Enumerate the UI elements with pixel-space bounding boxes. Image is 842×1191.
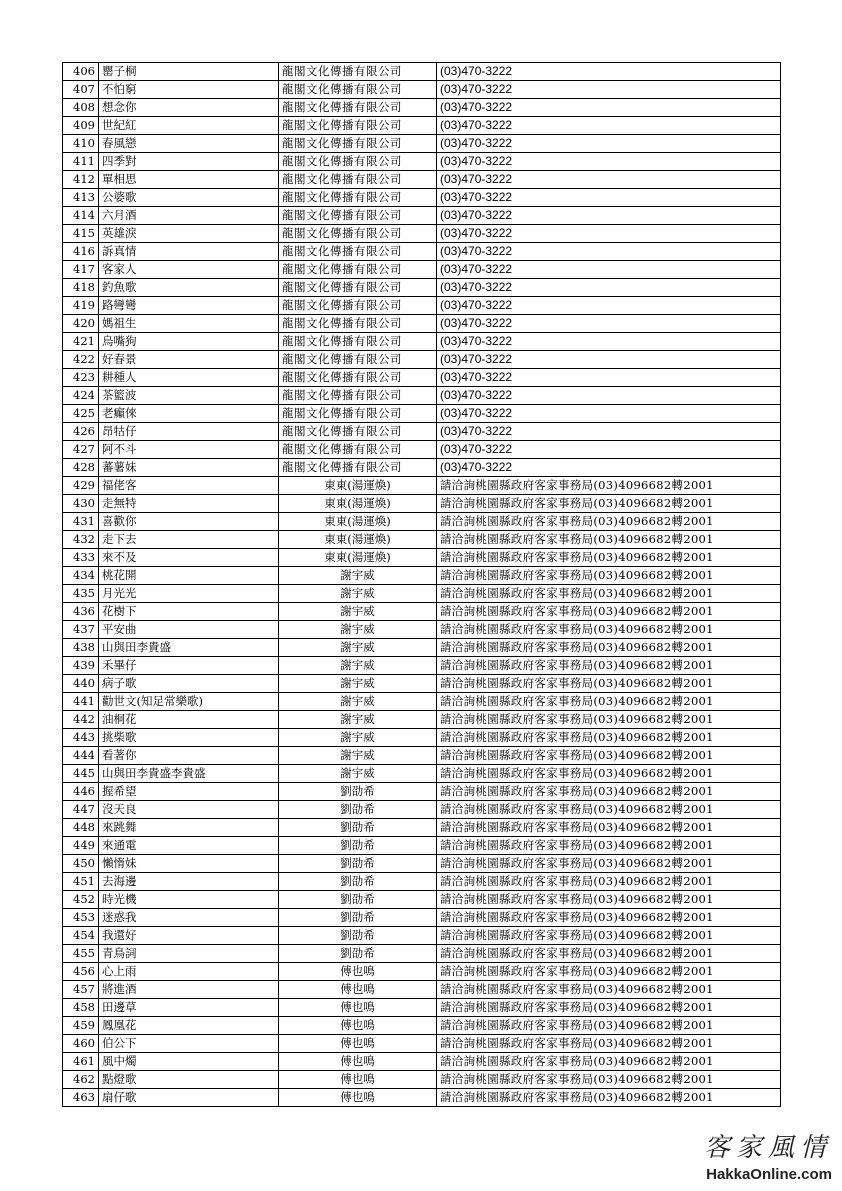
contact-info: 請洽詢桃園縣政府客家事務局(03)4096682轉2001 <box>437 1017 781 1035</box>
row-number: 432 <box>63 531 99 549</box>
table-row <box>63 783 781 801</box>
publisher: 龍閣文化傳播有限公司 <box>279 387 437 405</box>
song-list-table <box>62 62 781 1107</box>
row-number: 447 <box>63 801 99 819</box>
song-title: 四季對 <box>99 153 279 171</box>
publisher: 劉劭希 <box>279 945 437 963</box>
song-title: 握希望 <box>99 783 279 801</box>
table-row <box>63 801 781 819</box>
table-row <box>63 225 781 243</box>
contact-info: (03)470-3222 <box>437 189 781 207</box>
row-number: 422 <box>63 351 99 369</box>
publisher: 劉劭希 <box>279 873 437 891</box>
contact-info: 請洽詢桃園縣政府客家事務局(03)4096682轉2001 <box>437 513 781 531</box>
row-number: 420 <box>63 315 99 333</box>
contact-info: 請洽詢桃園縣政府客家事務局(03)4096682轉2001 <box>437 585 781 603</box>
publisher: 龍閣文化傳播有限公司 <box>279 405 437 423</box>
song-title: 來通電 <box>99 837 279 855</box>
contact-info: (03)470-3222 <box>437 81 781 99</box>
publisher: 龍閣文化傳播有限公司 <box>279 207 437 225</box>
row-number: 437 <box>63 621 99 639</box>
table-row <box>63 315 781 333</box>
publisher: 傅也鳴 <box>279 1035 437 1053</box>
table-row <box>63 513 781 531</box>
table-row <box>63 963 781 981</box>
row-number: 414 <box>63 207 99 225</box>
contact-info: (03)470-3222 <box>437 261 781 279</box>
table-row <box>63 333 781 351</box>
row-number: 455 <box>63 945 99 963</box>
watermark-url: HakkaOnline.com <box>706 1166 832 1183</box>
contact-info: 請洽詢桃園縣政府客家事務局(03)4096682轉2001 <box>437 1035 781 1053</box>
publisher: 謝宇威 <box>279 657 437 675</box>
contact-info: 請洽詢桃園縣政府客家事務局(03)4096682轉2001 <box>437 927 781 945</box>
song-title: 釣魚歌 <box>99 279 279 297</box>
contact-info: 請洽詢桃園縣政府客家事務局(03)4096682轉2001 <box>437 747 781 765</box>
table-row <box>63 99 781 117</box>
row-number: 429 <box>63 477 99 495</box>
table-row <box>63 153 781 171</box>
contact-info: (03)470-3222 <box>437 459 781 477</box>
publisher: 劉劭希 <box>279 783 437 801</box>
row-number: 419 <box>63 297 99 315</box>
publisher: 謝宇威 <box>279 747 437 765</box>
row-number: 436 <box>63 603 99 621</box>
row-number: 439 <box>63 657 99 675</box>
table-row <box>63 387 781 405</box>
publisher: 龍閣文化傳播有限公司 <box>279 333 437 351</box>
table-row <box>63 639 781 657</box>
publisher: 龍閣文化傳播有限公司 <box>279 117 437 135</box>
table-row <box>63 297 781 315</box>
contact-info: (03)470-3222 <box>437 441 781 459</box>
row-number: 408 <box>63 99 99 117</box>
publisher: 傅也鳴 <box>279 1071 437 1089</box>
song-title: 喜歡你 <box>99 513 279 531</box>
publisher: 龍閣文化傳播有限公司 <box>279 261 437 279</box>
table-row <box>63 495 781 513</box>
table-row <box>63 891 781 909</box>
row-number: 417 <box>63 261 99 279</box>
contact-info: (03)470-3222 <box>437 243 781 261</box>
publisher: 龍閣文化傳播有限公司 <box>279 189 437 207</box>
row-number: 430 <box>63 495 99 513</box>
row-number: 441 <box>63 693 99 711</box>
song-title: 走下去 <box>99 531 279 549</box>
row-number: 449 <box>63 837 99 855</box>
table-row <box>63 945 781 963</box>
publisher: 劉劭希 <box>279 855 437 873</box>
song-title: 六月酒 <box>99 207 279 225</box>
row-number: 409 <box>63 117 99 135</box>
song-title: 挑柴歌 <box>99 729 279 747</box>
publisher: 龍閣文化傳播有限公司 <box>279 63 437 81</box>
song-title: 耕種人 <box>99 369 279 387</box>
contact-info: 請洽詢桃園縣政府客家事務局(03)4096682轉2001 <box>437 477 781 495</box>
table-row <box>63 981 781 999</box>
contact-info: (03)470-3222 <box>437 351 781 369</box>
publisher: 東東(湯運煥) <box>279 531 437 549</box>
table-row <box>63 855 781 873</box>
row-number: 416 <box>63 243 99 261</box>
song-title: 花樹下 <box>99 603 279 621</box>
table-row <box>63 261 781 279</box>
song-title: 點燈歌 <box>99 1071 279 1089</box>
row-number: 463 <box>63 1089 99 1107</box>
song-title: 茶籃波 <box>99 387 279 405</box>
row-number: 415 <box>63 225 99 243</box>
contact-info: 請洽詢桃園縣政府客家事務局(03)4096682轉2001 <box>437 639 781 657</box>
row-number: 407 <box>63 81 99 99</box>
table-row <box>63 171 781 189</box>
contact-info: 請洽詢桃園縣政府客家事務局(03)4096682轉2001 <box>437 693 781 711</box>
song-title: 勸世文(知足常樂歌) <box>99 693 279 711</box>
song-title: 伯公下 <box>99 1035 279 1053</box>
row-number: 426 <box>63 423 99 441</box>
contact-info: 請洽詢桃園縣政府客家事務局(03)4096682轉2001 <box>437 801 781 819</box>
table-row <box>63 63 781 81</box>
publisher: 謝宇威 <box>279 621 437 639</box>
song-title: 不怕窮 <box>99 81 279 99</box>
publisher: 傅也鳴 <box>279 963 437 981</box>
song-title: 阿不斗 <box>99 441 279 459</box>
song-title: 扇仔歌 <box>99 1089 279 1107</box>
row-number: 435 <box>63 585 99 603</box>
song-title: 走無特 <box>99 495 279 513</box>
contact-info: 請洽詢桃園縣政府客家事務局(03)4096682轉2001 <box>437 549 781 567</box>
row-number: 462 <box>63 1071 99 1089</box>
publisher: 謝宇威 <box>279 639 437 657</box>
song-title: 媽祖生 <box>99 315 279 333</box>
song-title: 蕃薯妹 <box>99 459 279 477</box>
table-row <box>63 1035 781 1053</box>
publisher: 龍閣文化傳播有限公司 <box>279 423 437 441</box>
contact-info: 請洽詢桃園縣政府客家事務局(03)4096682轉2001 <box>437 981 781 999</box>
table-row <box>63 927 781 945</box>
publisher: 龍閣文化傳播有限公司 <box>279 351 437 369</box>
publisher: 傅也鳴 <box>279 999 437 1017</box>
contact-info: 請洽詢桃園縣政府客家事務局(03)4096682轉2001 <box>437 855 781 873</box>
row-number: 451 <box>63 873 99 891</box>
publisher: 劉劭希 <box>279 909 437 927</box>
contact-info: 請洽詢桃園縣政府客家事務局(03)4096682轉2001 <box>437 945 781 963</box>
publisher: 龍閣文化傳播有限公司 <box>279 279 437 297</box>
song-title: 沒天良 <box>99 801 279 819</box>
publisher: 龍閣文化傳播有限公司 <box>279 315 437 333</box>
contact-info: 請洽詢桃園縣政府客家事務局(03)4096682轉2001 <box>437 837 781 855</box>
publisher: 劉劭希 <box>279 801 437 819</box>
song-title: 去海邊 <box>99 873 279 891</box>
publisher: 謝宇威 <box>279 603 437 621</box>
contact-info: (03)470-3222 <box>437 117 781 135</box>
song-title: 罌子桐 <box>99 63 279 81</box>
publisher: 劉劭希 <box>279 837 437 855</box>
row-number: 443 <box>63 729 99 747</box>
song-title: 想念你 <box>99 99 279 117</box>
row-number: 412 <box>63 171 99 189</box>
row-number: 452 <box>63 891 99 909</box>
song-title: 桃花開 <box>99 567 279 585</box>
table-row <box>63 243 781 261</box>
table-row <box>63 207 781 225</box>
row-number: 413 <box>63 189 99 207</box>
row-number: 421 <box>63 333 99 351</box>
contact-info: 請洽詢桃園縣政府客家事務局(03)4096682轉2001 <box>437 873 781 891</box>
contact-info: (03)470-3222 <box>437 225 781 243</box>
contact-info: 請洽詢桃園縣政府客家事務局(03)4096682轉2001 <box>437 963 781 981</box>
song-title: 來跳舞 <box>99 819 279 837</box>
row-number: 458 <box>63 999 99 1017</box>
row-number: 453 <box>63 909 99 927</box>
publisher: 謝宇威 <box>279 693 437 711</box>
table-row <box>63 657 781 675</box>
publisher: 謝宇威 <box>279 585 437 603</box>
table-row <box>63 603 781 621</box>
table-row <box>63 747 781 765</box>
song-list-body <box>63 63 781 1107</box>
song-title: 看著你 <box>99 747 279 765</box>
table-row <box>63 567 781 585</box>
contact-info: 請洽詢桃園縣政府客家事務局(03)4096682轉2001 <box>437 531 781 549</box>
publisher: 龍閣文化傳播有限公司 <box>279 369 437 387</box>
contact-info: 請洽詢桃園縣政府客家事務局(03)4096682轉2001 <box>437 657 781 675</box>
table-row <box>63 765 781 783</box>
row-number: 406 <box>63 63 99 81</box>
table-row <box>63 909 781 927</box>
song-title: 客家人 <box>99 261 279 279</box>
contact-info: (03)470-3222 <box>437 315 781 333</box>
row-number: 440 <box>63 675 99 693</box>
song-title: 春風戀 <box>99 135 279 153</box>
publisher: 龍閣文化傳播有限公司 <box>279 225 437 243</box>
row-number: 423 <box>63 369 99 387</box>
publisher: 謝宇威 <box>279 711 437 729</box>
contact-info: 請洽詢桃園縣政府客家事務局(03)4096682轉2001 <box>437 567 781 585</box>
contact-info: (03)470-3222 <box>437 99 781 117</box>
contact-info: (03)470-3222 <box>437 297 781 315</box>
publisher: 劉劭希 <box>279 891 437 909</box>
contact-info: 請洽詢桃園縣政府客家事務局(03)4096682轉2001 <box>437 603 781 621</box>
contact-info: 請洽詢桃園縣政府客家事務局(03)4096682轉2001 <box>437 729 781 747</box>
row-number: 456 <box>63 963 99 981</box>
table-row <box>63 477 781 495</box>
song-title: 病子歌 <box>99 675 279 693</box>
row-number: 444 <box>63 747 99 765</box>
table-row <box>63 873 781 891</box>
row-number: 433 <box>63 549 99 567</box>
row-number: 410 <box>63 135 99 153</box>
table-row <box>63 81 781 99</box>
row-number: 425 <box>63 405 99 423</box>
publisher: 謝宇威 <box>279 729 437 747</box>
publisher: 龍閣文化傳播有限公司 <box>279 297 437 315</box>
contact-info: (03)470-3222 <box>437 63 781 81</box>
contact-info: (03)470-3222 <box>437 369 781 387</box>
contact-info: 請洽詢桃園縣政府客家事務局(03)4096682轉2001 <box>437 909 781 927</box>
row-number: 459 <box>63 1017 99 1035</box>
song-title: 單相思 <box>99 171 279 189</box>
song-title: 路彎彎 <box>99 297 279 315</box>
row-number: 460 <box>63 1035 99 1053</box>
contact-info: 請洽詢桃園縣政府客家事務局(03)4096682轉2001 <box>437 891 781 909</box>
song-title: 田邊草 <box>99 999 279 1017</box>
publisher: 劉劭希 <box>279 819 437 837</box>
contact-info: 請洽詢桃園縣政府客家事務局(03)4096682轉2001 <box>437 675 781 693</box>
table-row <box>63 693 781 711</box>
publisher: 龍閣文化傳播有限公司 <box>279 441 437 459</box>
row-number: 424 <box>63 387 99 405</box>
table-row <box>63 279 781 297</box>
song-title: 我還好 <box>99 927 279 945</box>
table-row <box>63 441 781 459</box>
table-row <box>63 675 781 693</box>
contact-info: (03)470-3222 <box>437 333 781 351</box>
publisher: 龍閣文化傳播有限公司 <box>279 81 437 99</box>
table-row <box>63 351 781 369</box>
row-number: 448 <box>63 819 99 837</box>
publisher: 龍閣文化傳播有限公司 <box>279 153 437 171</box>
song-title: 將進酒 <box>99 981 279 999</box>
publisher: 東東(湯運煥) <box>279 513 437 531</box>
table-row <box>63 117 781 135</box>
contact-info: 請洽詢桃園縣政府客家事務局(03)4096682轉2001 <box>437 783 781 801</box>
song-title: 烏嘴狗 <box>99 333 279 351</box>
contact-info: (03)470-3222 <box>437 153 781 171</box>
table-row <box>63 189 781 207</box>
row-number: 434 <box>63 567 99 585</box>
publisher: 東東(湯運煥) <box>279 477 437 495</box>
row-number: 431 <box>63 513 99 531</box>
contact-info: 請洽詢桃園縣政府客家事務局(03)4096682轉2001 <box>437 621 781 639</box>
publisher: 龍閣文化傳播有限公司 <box>279 135 437 153</box>
contact-info: 請洽詢桃園縣政府客家事務局(03)4096682轉2001 <box>437 495 781 513</box>
contact-info: 請洽詢桃園縣政府客家事務局(03)4096682轉2001 <box>437 999 781 1017</box>
song-title: 懶惰妹 <box>99 855 279 873</box>
publisher: 龍閣文化傳播有限公司 <box>279 243 437 261</box>
contact-info: (03)470-3222 <box>437 405 781 423</box>
row-number: 427 <box>63 441 99 459</box>
row-number: 445 <box>63 765 99 783</box>
contact-info: (03)470-3222 <box>437 387 781 405</box>
publisher: 東東(湯運煥) <box>279 549 437 567</box>
contact-info: 請洽詢桃園縣政府客家事務局(03)4096682轉2001 <box>437 819 781 837</box>
publisher: 龍閣文化傳播有限公司 <box>279 459 437 477</box>
song-title: 訴真情 <box>99 243 279 261</box>
table-row <box>63 1017 781 1035</box>
table-row <box>63 999 781 1017</box>
table-row <box>63 1071 781 1089</box>
song-title: 來不及 <box>99 549 279 567</box>
song-title: 鳳凰花 <box>99 1017 279 1035</box>
row-number: 457 <box>63 981 99 999</box>
table-row <box>63 837 781 855</box>
publisher: 謝宇威 <box>279 765 437 783</box>
table-row <box>63 459 781 477</box>
row-number: 454 <box>63 927 99 945</box>
song-title: 風中燭 <box>99 1053 279 1071</box>
watermark-chinese: 客家風情 <box>703 1133 832 1163</box>
publisher: 謝宇威 <box>279 675 437 693</box>
contact-info: (03)470-3222 <box>437 135 781 153</box>
contact-info: 請洽詢桃園縣政府客家事務局(03)4096682轉2001 <box>437 1053 781 1071</box>
song-title: 福佬客 <box>99 477 279 495</box>
song-title: 心上雨 <box>99 963 279 981</box>
song-title: 青鳥詞 <box>99 945 279 963</box>
contact-info: 請洽詢桃園縣政府客家事務局(03)4096682轉2001 <box>437 1071 781 1089</box>
contact-info: 請洽詢桃園縣政府客家事務局(03)4096682轉2001 <box>437 1089 781 1107</box>
table-row <box>63 711 781 729</box>
song-title: 世紀紅 <box>99 117 279 135</box>
song-title: 老癲倈 <box>99 405 279 423</box>
table-row <box>63 135 781 153</box>
table-row <box>63 729 781 747</box>
song-title: 山與田李貴盛 <box>99 639 279 657</box>
publisher: 東東(湯運煥) <box>279 495 437 513</box>
song-title: 時光機 <box>99 891 279 909</box>
table-row <box>63 549 781 567</box>
song-title: 英雄淚 <box>99 225 279 243</box>
publisher: 傅也鳴 <box>279 1089 437 1107</box>
contact-info: (03)470-3222 <box>437 171 781 189</box>
contact-info: (03)470-3222 <box>437 279 781 297</box>
watermark <box>704 1127 832 1183</box>
song-title: 禾畢仔 <box>99 657 279 675</box>
table-row <box>63 531 781 549</box>
row-number: 442 <box>63 711 99 729</box>
song-title: 好春景 <box>99 351 279 369</box>
table-row <box>63 1053 781 1071</box>
contact-info: 請洽詢桃園縣政府客家事務局(03)4096682轉2001 <box>437 765 781 783</box>
song-title: 昂牯仔 <box>99 423 279 441</box>
publisher: 傅也鳴 <box>279 1053 437 1071</box>
table-row <box>63 1089 781 1107</box>
publisher: 傅也鳴 <box>279 1017 437 1035</box>
publisher: 傅也鳴 <box>279 981 437 999</box>
song-title: 平安曲 <box>99 621 279 639</box>
contact-info: (03)470-3222 <box>437 423 781 441</box>
row-number: 450 <box>63 855 99 873</box>
table-row <box>63 819 781 837</box>
publisher: 謝宇威 <box>279 567 437 585</box>
song-title: 油桐花 <box>99 711 279 729</box>
table-row <box>63 369 781 387</box>
publisher: 劉劭希 <box>279 927 437 945</box>
row-number: 461 <box>63 1053 99 1071</box>
song-title: 迷惑我 <box>99 909 279 927</box>
contact-info: 請洽詢桃園縣政府客家事務局(03)4096682轉2001 <box>437 711 781 729</box>
row-number: 446 <box>63 783 99 801</box>
table-row <box>63 585 781 603</box>
table-row <box>63 423 781 441</box>
table-row <box>63 405 781 423</box>
row-number: 418 <box>63 279 99 297</box>
row-number: 438 <box>63 639 99 657</box>
row-number: 411 <box>63 153 99 171</box>
song-title: 公婆歌 <box>99 189 279 207</box>
contact-info: (03)470-3222 <box>437 207 781 225</box>
song-title: 山與田李貴盛李貴盛 <box>99 765 279 783</box>
publisher: 龍閣文化傳播有限公司 <box>279 171 437 189</box>
row-number: 428 <box>63 459 99 477</box>
song-title: 月光光 <box>99 585 279 603</box>
publisher: 龍閣文化傳播有限公司 <box>279 99 437 117</box>
table-row <box>63 621 781 639</box>
